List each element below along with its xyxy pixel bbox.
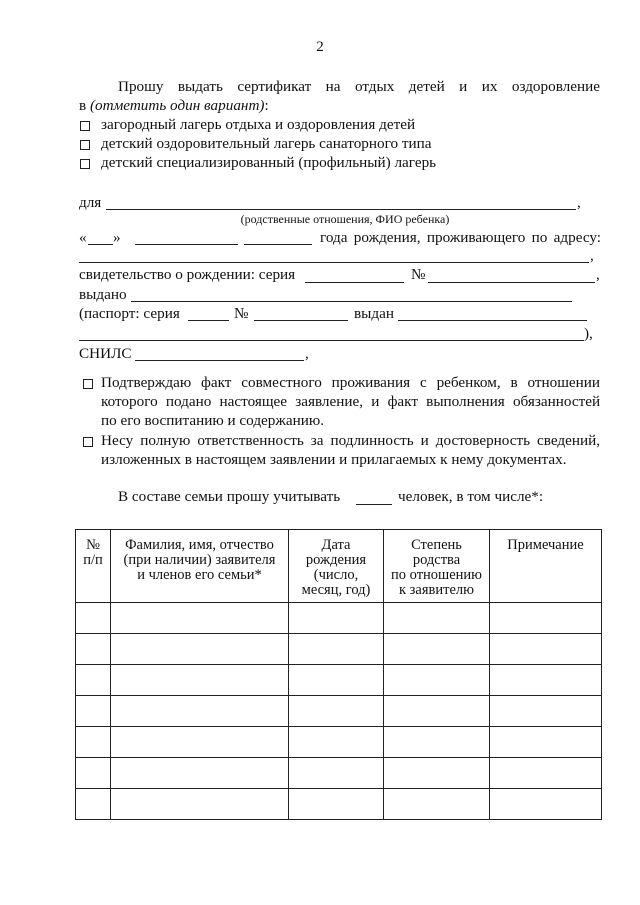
child-name-caption: (родственные отношения, ФИО ребенка) [240, 212, 450, 226]
table-cell[interactable] [111, 696, 289, 727]
camp-option-1-checkbox[interactable] [80, 121, 90, 131]
responsibility-word: Несу [101, 432, 134, 449]
header-number [76, 530, 111, 603]
table-cell[interactable] [111, 758, 289, 789]
cohabitation-word: настоящее [219, 393, 288, 410]
intro-word: детей [408, 78, 445, 95]
passport-issued-field[interactable] [398, 320, 587, 321]
table-cell[interactable] [111, 603, 289, 634]
cohabitation-word: факт [201, 374, 232, 391]
header-full-name-line: (при наличии) заявителя [123, 552, 276, 568]
table-row [76, 789, 602, 820]
table-cell[interactable] [76, 696, 111, 727]
header-birth-date [289, 530, 384, 603]
table-cell[interactable] [384, 789, 490, 820]
cohabitation-text-line-1 [101, 374, 600, 392]
address-field[interactable] [79, 262, 589, 263]
birth-month-field[interactable] [135, 244, 238, 245]
passport-label: (паспорт: серия [79, 305, 180, 322]
cohabitation-word: выполнения [426, 393, 505, 410]
intro-word: сертификат [237, 78, 312, 95]
snils-tail: , [305, 345, 309, 362]
table-cell[interactable] [490, 758, 602, 789]
table-cell[interactable] [384, 634, 490, 665]
table-cell[interactable] [384, 665, 490, 696]
child-name-field[interactable] [106, 209, 576, 210]
table-cell[interactable] [490, 603, 602, 634]
table-cell[interactable] [111, 727, 289, 758]
cohabitation-word: обязанностей [512, 393, 601, 410]
table-cell[interactable] [289, 727, 384, 758]
passport-tail: ), [584, 325, 593, 342]
table-cell[interactable] [384, 758, 490, 789]
cohabitation-word: и [371, 393, 380, 410]
header-birth-date-line: (число, [313, 567, 359, 583]
cohabitation-text-line-2 [101, 393, 600, 411]
birth-cert-number-sign: № [411, 266, 426, 283]
table-cell[interactable] [289, 603, 384, 634]
for-tail: , [577, 194, 581, 211]
cohabitation-word: ребенком, [436, 374, 501, 391]
intro-instruction: (отметить один вариант) [89, 97, 265, 114]
issued-by-field[interactable] [131, 301, 572, 302]
table-cell[interactable] [76, 789, 111, 820]
birth-year-text: года рождения, проживающего по адресу: [320, 229, 601, 246]
passport-series-field[interactable] [188, 320, 229, 321]
camp-option-3-label: детский специализированный (профильный) лагерь [101, 154, 437, 171]
snils-label: СНИЛС [79, 345, 132, 362]
date-close-quote: » [113, 229, 121, 246]
family-table-body [76, 603, 602, 820]
birth-cert-label: свидетельство о рождении: серия [79, 266, 296, 283]
responsibility-word: и [420, 432, 429, 449]
table-cell[interactable] [76, 603, 111, 634]
passport-number-field[interactable] [254, 320, 348, 321]
cohabitation-word: факт [387, 393, 418, 410]
table-cell[interactable] [76, 634, 111, 665]
for-label: для [79, 194, 102, 211]
passport-issued-field-2[interactable] [79, 340, 584, 341]
intro-word: и [459, 78, 468, 95]
cohabitation-word: в [510, 374, 518, 391]
passport-issued-label: выдан [354, 305, 394, 322]
header-relation-line: Степень [411, 537, 462, 553]
table-row [76, 665, 602, 696]
table-cell[interactable] [490, 727, 602, 758]
birth-day-field[interactable] [88, 244, 113, 245]
intro-colon: : [264, 97, 269, 114]
cohabitation-word: подано [165, 393, 212, 410]
intro-word: отдых [354, 78, 395, 95]
table-cell[interactable] [289, 696, 384, 727]
table-row [76, 727, 602, 758]
cohabitation-text-line-3: по его воспитанию и содержанию. [101, 412, 325, 429]
cohabitation-checkbox[interactable] [83, 379, 93, 389]
address-tail: , [590, 247, 594, 264]
table-cell[interactable] [289, 665, 384, 696]
table-cell[interactable] [289, 789, 384, 820]
date-open-quote: « [79, 229, 87, 246]
responsibility-word: сведений, [537, 432, 601, 449]
table-cell[interactable] [384, 727, 490, 758]
intro-word: выдать [177, 78, 223, 95]
table-cell[interactable] [76, 758, 111, 789]
header-birth-date-line: рождения [305, 552, 367, 568]
family-count-suffix: человек, в том числе*: [398, 488, 544, 505]
family-table-header-row [76, 530, 602, 603]
header-relation-line: к заявителю [399, 582, 474, 598]
header-full-name [111, 530, 289, 603]
responsibility-checkbox[interactable] [83, 437, 93, 447]
header-relation [384, 530, 490, 603]
intro-line-2 [79, 97, 269, 115]
table-row [76, 758, 602, 789]
intro-word: их [481, 78, 498, 95]
header-birth-date-line: Дата [321, 537, 351, 553]
table-cell[interactable] [111, 634, 289, 665]
header-note-line: Примечание [507, 537, 584, 553]
table-cell[interactable] [490, 634, 602, 665]
cohabitation-word: с [419, 374, 427, 391]
family-count-prefix: В составе семьи прошу учитывать [118, 488, 341, 505]
header-number-line: № [86, 537, 100, 553]
intro-line-1 [118, 78, 600, 96]
family-count-field[interactable] [356, 504, 392, 505]
page-number: 2 [316, 39, 324, 55]
responsibility-word: достоверность [435, 432, 531, 449]
table-cell[interactable] [111, 789, 289, 820]
camp-option-1-label: загородный лагерь отдыха и оздоровления детей [101, 116, 416, 133]
header-birth-date-line: месяц, год) [301, 582, 371, 598]
table-cell[interactable] [289, 758, 384, 789]
table-cell[interactable] [490, 696, 602, 727]
responsibility-text-line-1 [101, 432, 600, 450]
intro-prefix: в [79, 97, 90, 114]
header-relation-line: родства [412, 552, 461, 568]
table-row [76, 634, 602, 665]
camp-option-3-checkbox[interactable] [80, 159, 90, 169]
family-table [75, 529, 602, 820]
intro-word: на [325, 78, 341, 95]
cohabitation-word: заявление, [295, 393, 364, 410]
issued-label: выдано [79, 286, 127, 303]
header-relation-line: по отношению [391, 567, 482, 583]
camp-option-2-label: детский оздоровительный лагерь санаторного типа [101, 135, 432, 152]
table-row [76, 603, 602, 634]
responsibility-word: подлинность [330, 432, 414, 449]
table-cell[interactable] [111, 665, 289, 696]
responsibility-word: полную [140, 432, 191, 449]
birth-cert-number-field[interactable] [428, 282, 595, 283]
birth-year-field[interactable] [244, 244, 312, 245]
header-full-name-line: Фамилия, имя, отчество [125, 537, 274, 553]
camp-option-2-checkbox[interactable] [80, 140, 90, 150]
responsibility-text-line-2: изложенных в настоящем заявлении и прилагаемых к нему документах. [101, 451, 567, 468]
cohabitation-word: отношении [527, 374, 601, 391]
cohabitation-word: проживания [331, 374, 411, 391]
responsibility-word: ответственность [197, 432, 304, 449]
snils-field[interactable] [135, 360, 304, 361]
table-cell[interactable] [384, 696, 490, 727]
header-note [490, 530, 602, 603]
intro-word: Прошу [118, 78, 164, 95]
birth-cert-tail: , [596, 266, 600, 283]
table-cell[interactable] [490, 789, 602, 820]
table-row [76, 696, 602, 727]
header-full-name-line: и членов его семьи* [137, 567, 262, 583]
intro-word: оздоровление [511, 78, 600, 95]
table-cell[interactable] [384, 603, 490, 634]
table-cell[interactable] [289, 634, 384, 665]
responsibility-word: за [310, 432, 324, 449]
cohabitation-word: которого [101, 393, 158, 410]
table-cell[interactable] [76, 727, 111, 758]
table-cell[interactable] [76, 665, 111, 696]
cohabitation-word: совместного [241, 374, 322, 391]
table-cell[interactable] [490, 665, 602, 696]
birth-cert-series-field[interactable] [305, 282, 404, 283]
cohabitation-word: Подтверждаю [101, 374, 192, 391]
header-number-line: п/п [83, 552, 103, 568]
passport-number-sign: № [234, 305, 249, 322]
